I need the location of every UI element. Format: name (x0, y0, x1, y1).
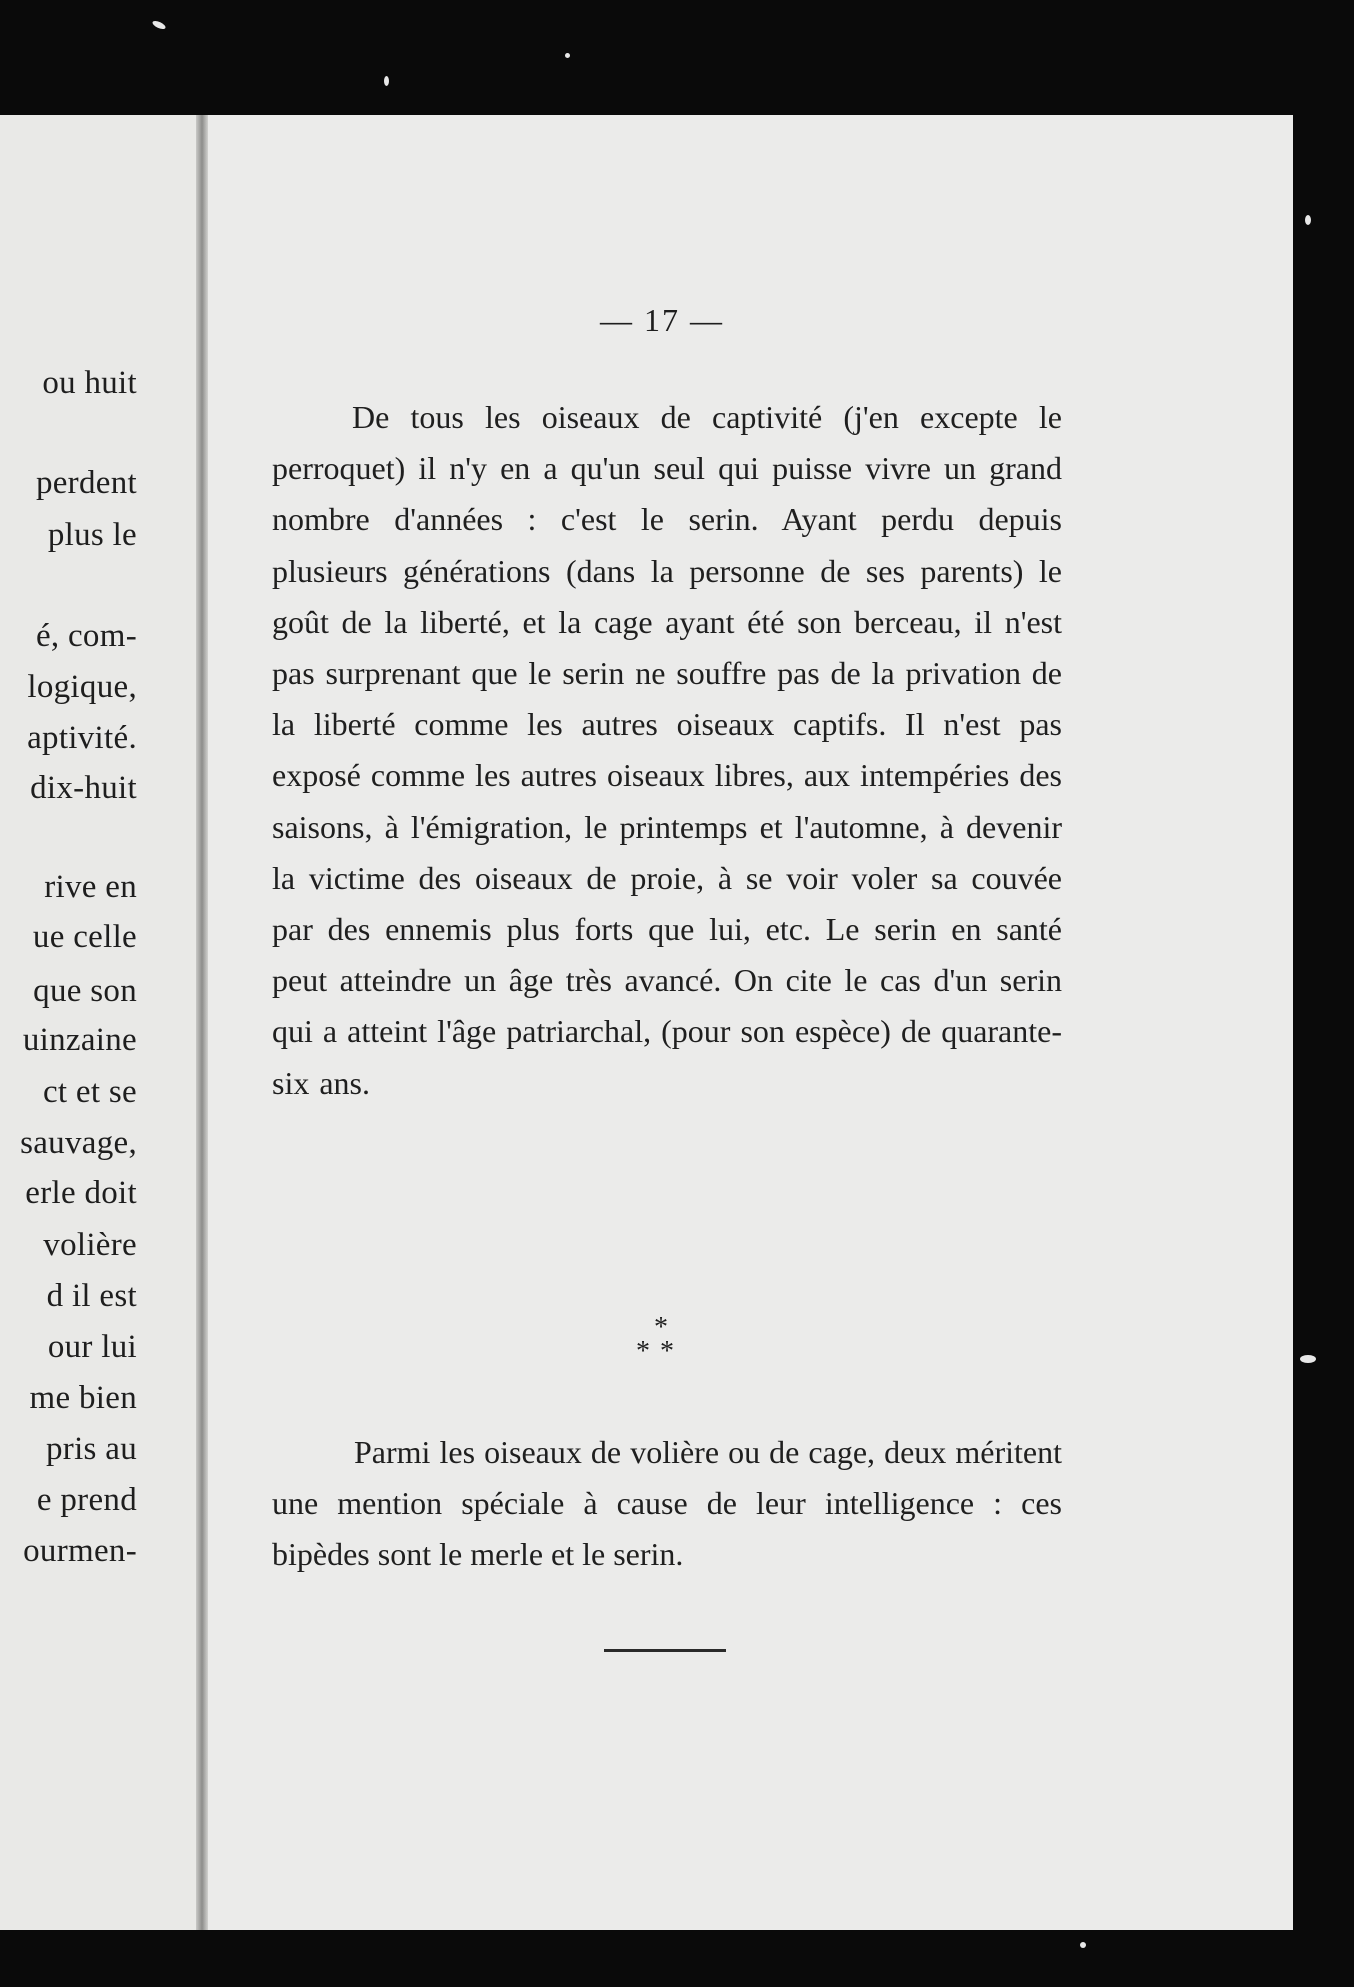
previous-page-line: our lui (47, 1329, 137, 1365)
previous-page-line: me bien (29, 1380, 137, 1416)
dust-speck (1080, 1942, 1086, 1948)
paragraph-intelligent-birds: Parmi les oiseaux de volière ou de cage, deux méritent une mention spéciale à cause de leur intelligence : ces bipèdes sont le merle et le serin. (272, 1434, 1062, 1572)
asterism-separator (632, 1312, 692, 1367)
previous-page-line: ou huit (42, 365, 137, 401)
previous-page-line: plus le (47, 517, 137, 553)
dust-speck (151, 19, 166, 30)
previous-page-line: rive en (44, 869, 137, 905)
previous-page-line: sauvage, (20, 1125, 137, 1161)
previous-page (0, 115, 205, 1930)
previous-page-line: aptivité. (27, 720, 137, 756)
previous-page-line: volière (43, 1227, 137, 1263)
previous-page-line: pris au (46, 1431, 137, 1467)
previous-page-line: dix-huit (30, 770, 137, 806)
previous-page-line: ourmen- (23, 1533, 137, 1569)
paragraph-canary-longevity: De tous les oiseaux de captivité (j'en excepte le perroquet) il n'y en a qu'un seul qui puisse vivre un grand nombre d'années : c'est le serin. Ayant perdu depuis plusieurs générations (dans la personne de ses parents) le goût de la liberté, et la cage ayant été son berceau, il n'est pas surprenant que le serin ne souffre pas de la privation de la liberté comme les autres oiseaux captifs. Il n'est pas exposé comme les autres oiseaux libres, aux intempéries des saisons, à l'émigration, le printemps et l'automne, à devenir la victime des oiseaux de proie, à se voir voler sa couvée par des ennemis plus forts que lui, etc. Le serin en santé peut atteindre un âge très avancé. On cite le cas d'un serin qui a atteint l'âge patriarchal, (pour son espèce) de quarante-six ans. (272, 399, 1062, 1101)
dust-speck (384, 76, 389, 86)
dust-speck (1300, 1355, 1316, 1363)
dust-speck (565, 53, 570, 58)
previous-page-line: ct et se (42, 1074, 137, 1110)
previous-page-line: uinzaine (22, 1022, 137, 1058)
previous-page-line: logique, (27, 669, 137, 705)
previous-page-line: que son (33, 973, 137, 1009)
previous-page-line: d il est (46, 1278, 137, 1314)
dust-speck (1305, 215, 1311, 225)
asterism-top: * (654, 1312, 668, 1343)
previous-page-line: erle doit (25, 1175, 137, 1211)
previous-page-line: é, com- (35, 618, 137, 654)
previous-page-line: ue celle (32, 919, 137, 955)
previous-page-line: perdent (35, 465, 137, 501)
page-number: — 17 — (600, 302, 724, 338)
asterism-bottom: ** (636, 1336, 684, 1367)
previous-page-line: e prend (36, 1482, 137, 1518)
book-gutter (196, 115, 208, 1930)
end-rule (604, 1649, 726, 1652)
